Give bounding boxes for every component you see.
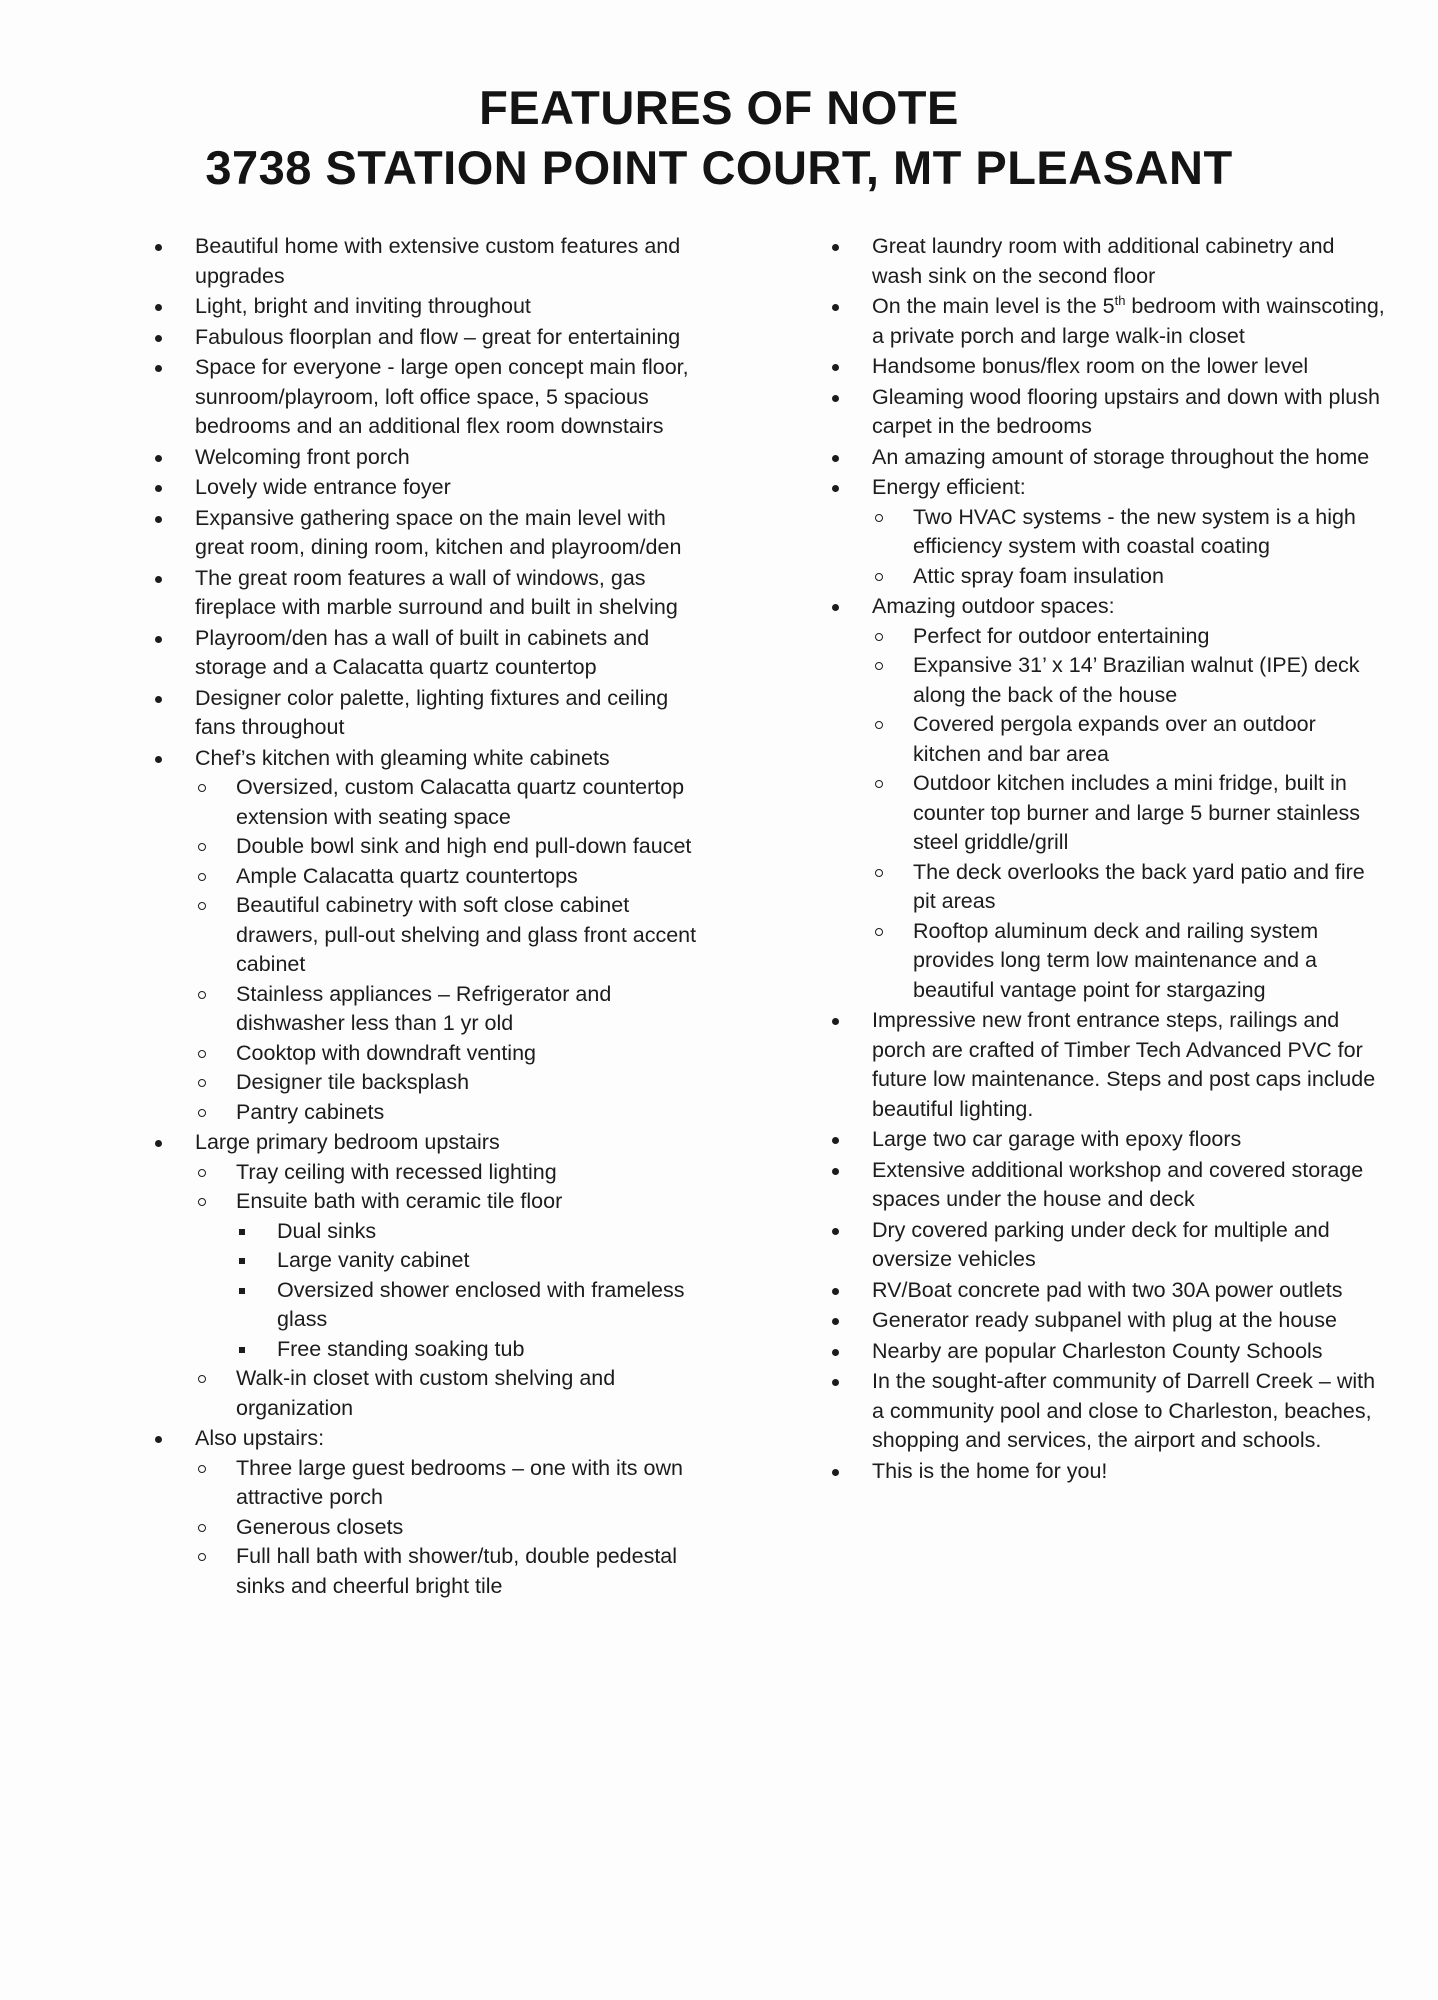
- list-item: [148, 473, 713, 503]
- bullet-circle-icon: [875, 721, 883, 729]
- sub-list-item: [872, 769, 1385, 858]
- bullet-circle-icon: [875, 573, 883, 581]
- bullet-dot-icon: [155, 696, 162, 703]
- sub-list-item-text: Cooktop with downdraft venting: [236, 1040, 536, 1065]
- bullet-dot-icon: [832, 1379, 839, 1386]
- list-item: [148, 232, 713, 291]
- bullet-dot-icon: [832, 364, 839, 371]
- sub-sub-list-item-text: Free standing soaking tub: [277, 1336, 525, 1361]
- list-item: [148, 504, 713, 563]
- bullet-circle-icon: [875, 780, 883, 788]
- sub-list-item-text: Three large guest bedrooms – one with its own attractive porch: [236, 1455, 683, 1509]
- bullet-circle-icon: [198, 1050, 206, 1058]
- list-item-text: Playroom/den has a wall of built in cabinets and storage and a Calacatta quartz countertop: [195, 625, 650, 679]
- list-item-text: Beautiful home with extensive custom features and upgrades: [195, 234, 681, 288]
- sub-sub-list-item-text: Oversized shower enclosed with frameless glass: [277, 1277, 685, 1331]
- list-item-outdoor: [825, 592, 1385, 1005]
- list-item: [825, 443, 1385, 473]
- bullet-circle-icon: [198, 902, 206, 910]
- list-item-text-post: bedroom with wainscoting, a private porch and large walk-in closet: [872, 294, 1385, 348]
- bullet-dot-icon: [155, 516, 162, 523]
- list-item-text: Light, bright and inviting throughout: [195, 294, 531, 318]
- list-item: [825, 1367, 1385, 1456]
- sub-list-item-text: Perfect for outdoor entertaining: [913, 623, 1210, 648]
- list-item-text: RV/Boat concrete pad with two 30A power outlets: [872, 1277, 1343, 1302]
- sub-list-item: [872, 710, 1385, 769]
- sub-list-item-text: Oversized, custom Calacatta quartz countertop extension with seating space: [236, 775, 685, 829]
- list-item: [825, 292, 1385, 351]
- bullet-square-icon: [239, 1347, 245, 1353]
- sub-list-item-text: Full hall bath with shower/tub, double pedestal sinks and cheerful bright tile: [236, 1544, 678, 1598]
- bullet-dot-icon: [155, 304, 162, 311]
- bullet-dot-icon: [832, 1318, 839, 1325]
- sub-list-item: [195, 1068, 713, 1098]
- list-item-text: Generator ready subpanel with plug at the house: [872, 1308, 1337, 1332]
- sub-list-item-text: Ensuite bath with ceramic tile floor: [236, 1189, 563, 1213]
- sub-list-item: [872, 562, 1385, 592]
- sub-list-item-text: Tray ceiling with recessed lighting: [236, 1159, 557, 1184]
- list-item: [148, 292, 713, 322]
- bullet-circle-icon: [198, 1524, 206, 1532]
- bullet-dot-icon: [155, 455, 162, 462]
- list-item: [825, 1156, 1385, 1215]
- sub-list-item: [872, 917, 1385, 1006]
- superscript-th: th: [1114, 292, 1126, 308]
- bullet-dot-icon: [832, 1288, 839, 1295]
- sub-sub-list-item: [236, 1335, 713, 1365]
- list-item-text: Fabulous floorplan and flow – great for entertaining: [195, 324, 681, 349]
- sub-list-item-text: Walk-in closet with custom shelving and organization: [236, 1366, 616, 1420]
- list-item-text: Handsome bonus/flex room on the lower level: [872, 354, 1309, 378]
- list-item-text: Impressive new front entrance steps, railings and porch are crafted of Timber Tech Advanced PVC for future low maintenance. Steps and post caps include beautiful lighting.: [872, 1008, 1376, 1121]
- list-item-text: An amazing amount of storage throughout the home: [872, 444, 1370, 469]
- sub-list-item: [195, 1039, 713, 1069]
- list-item: [148, 443, 713, 473]
- bullet-circle-icon: [198, 873, 206, 881]
- list-item-kitchen: [148, 744, 713, 1128]
- list-item: [148, 624, 713, 683]
- sub-sub-list-item: [236, 1217, 713, 1247]
- sub-list-item: [195, 1098, 713, 1128]
- bullet-dot-icon: [832, 395, 839, 402]
- bullet-dot-icon: [832, 455, 839, 462]
- bullet-square-icon: [239, 1288, 245, 1294]
- list-item-text: Also upstairs:: [195, 1426, 325, 1450]
- bullet-circle-icon: [198, 1553, 206, 1561]
- list-item-energy: [825, 473, 1385, 591]
- bullet-dot-icon: [155, 1436, 162, 1443]
- sub-list-item: [195, 980, 713, 1039]
- bullet-circle-icon: [198, 843, 206, 851]
- list-item-text: Extensive additional workshop and covered storage spaces under the house and deck: [872, 1157, 1364, 1211]
- list-item-text: Nearby are popular Charleston County Schools: [872, 1338, 1323, 1363]
- list-item-text: Large two car garage with epoxy floors: [872, 1127, 1242, 1151]
- bullet-dot-icon: [832, 604, 839, 611]
- sub-list-item-text: Attic spray foam insulation: [913, 563, 1164, 588]
- bullet-circle-icon: [198, 1169, 206, 1177]
- list-item: [825, 1276, 1385, 1306]
- list-item-text: The great room features a wall of windows, gas fireplace with marble surround and built in shelving: [195, 565, 678, 619]
- sub-sub-list-item: [236, 1246, 713, 1276]
- bullet-dot-icon: [832, 1469, 839, 1476]
- list-item-text: Chef’s kitchen with gleaming white cabinets: [195, 745, 610, 770]
- list-item-text: Dry covered parking under deck for multiple and oversize vehicles: [872, 1217, 1330, 1271]
- list-item-text: Large primary bedroom upstairs: [195, 1130, 500, 1154]
- bullet-dot-icon: [155, 1140, 162, 1147]
- sub-list-item-text: The deck overlooks the back yard patio and fire pit areas: [913, 859, 1365, 913]
- sub-list-item: [195, 1187, 713, 1364]
- sub-list-item-text: Double bowl sink and high end pull-down faucet: [236, 834, 692, 858]
- list-item-primary-bedroom: [148, 1128, 713, 1423]
- list-item: [825, 352, 1385, 382]
- list-item-text: Designer color palette, lighting fixtures and ceiling fans throughout: [195, 685, 669, 739]
- list-item: [825, 1457, 1385, 1487]
- list-item-upstairs: [148, 1424, 713, 1601]
- bullet-dot-icon: [832, 1228, 839, 1235]
- list-item-text: Great laundry room with additional cabinetry and wash sink on the second floor: [872, 234, 1335, 288]
- bullet-dot-icon: [155, 485, 162, 492]
- bullet-dot-icon: [832, 485, 839, 492]
- sub-list-item-text: Beautiful cabinetry with soft close cabinet drawers, pull-out shelving and glass front accent cabinet: [236, 893, 697, 976]
- sub-list-item: [195, 1454, 713, 1513]
- list-item-text: In the sought-after community of Darrell Creek – with a community pool and close to Charleston, beaches, shopping and services, the airport and schools.: [872, 1369, 1376, 1452]
- bullet-dot-icon: [155, 335, 162, 342]
- list-item: [148, 323, 713, 353]
- sub-list-item: [195, 832, 713, 862]
- left-column: [148, 232, 713, 1602]
- list-item-text: Amazing outdoor spaces:: [872, 594, 1115, 618]
- sub-list-item-text: Two HVAC systems - the new system is a high efficiency system with coastal coating: [913, 504, 1356, 558]
- sub-list-item: [195, 862, 713, 892]
- sub-list-item: [195, 891, 713, 980]
- sub-list-item: [195, 773, 713, 832]
- bullet-dot-icon: [155, 244, 162, 251]
- sub-list-item: [195, 1542, 713, 1601]
- list-item-text-pre: On the main level is the 5: [872, 294, 1115, 318]
- list-item-text: Gleaming wood flooring upstairs and down with plush carpet in the bedrooms: [872, 384, 1380, 438]
- list-item-text: Space for everyone - large open concept main floor, sunroom/playroom, loft office space, 5 spacious bedrooms and an additional flex room downstairs: [195, 355, 689, 438]
- sub-sub-list-item: [236, 1276, 713, 1335]
- sub-list-item: [195, 1513, 713, 1543]
- bullet-dot-icon: [155, 636, 162, 643]
- list-item: [825, 383, 1385, 442]
- sub-list-item-text: Stainless appliances – Refrigerator and dishwasher less than 1 yr old: [236, 981, 612, 1035]
- list-item: [825, 1306, 1385, 1336]
- bullet-circle-icon: [875, 662, 883, 670]
- title-line-2: 3738 STATION POINT COURT, MT PLEASANT: [205, 141, 1233, 194]
- bullet-circle-icon: [875, 633, 883, 641]
- sub-list-item-text: Generous closets: [236, 1514, 404, 1539]
- sub-list-item: [872, 651, 1385, 710]
- bullet-circle-icon: [198, 991, 206, 999]
- bullet-dot-icon: [832, 1168, 839, 1175]
- bullet-square-icon: [239, 1229, 245, 1235]
- sub-list-item-text: Rooftop aluminum deck and railing system provides long term low maintenance and a beautiful vantage point for stargazing: [913, 918, 1319, 1002]
- bullet-circle-icon: [198, 1375, 206, 1383]
- sub-list-item-text: Outdoor kitchen includes a mini fridge, built in counter top burner and large 5 burner stainless steel griddle/grill: [913, 771, 1360, 854]
- sub-sub-list-item-text: Large vanity cabinet: [277, 1248, 470, 1272]
- bullet-dot-icon: [832, 304, 839, 311]
- bullet-circle-icon: [198, 1109, 206, 1117]
- list-item: [825, 1006, 1385, 1124]
- list-item-text: Energy efficient:: [872, 475, 1026, 499]
- bullet-dot-icon: [155, 576, 162, 583]
- bullet-square-icon: [239, 1258, 245, 1264]
- bullet-dot-icon: [155, 365, 162, 372]
- sub-list-item-text: Designer tile backsplash: [236, 1070, 470, 1094]
- bullet-circle-icon: [875, 514, 883, 522]
- bullet-circle-icon: [198, 1079, 206, 1087]
- list-item: [825, 1216, 1385, 1275]
- sub-list-item: [195, 1158, 713, 1188]
- list-item: [148, 564, 713, 623]
- bullet-dot-icon: [832, 1018, 839, 1025]
- sub-list-item: [195, 1364, 713, 1423]
- list-item: [825, 1125, 1385, 1155]
- sub-list-item-text: Ample Calacatta quartz countertops: [236, 863, 578, 888]
- bullet-circle-icon: [875, 928, 883, 936]
- sub-list-item-text: Covered pergola expands over an outdoor kitchen and bar area: [913, 712, 1316, 766]
- sub-list-item-text: Pantry cabinets: [236, 1099, 385, 1124]
- bullet-circle-icon: [198, 784, 206, 792]
- bullet-dot-icon: [832, 244, 839, 251]
- bullet-circle-icon: [198, 1198, 206, 1206]
- sub-list-item-text: Expansive 31’ x 14’ Brazilian walnut (IPE) deck along the back of the house: [913, 653, 1360, 707]
- sub-list-item: [872, 858, 1385, 917]
- list-item-text: Expansive gathering space on the main level with great room, dining room, kitchen and playroom/den: [195, 505, 682, 559]
- bullet-circle-icon: [875, 869, 883, 877]
- right-column: [825, 232, 1385, 1487]
- list-item: [148, 684, 713, 743]
- sub-sub-list-item-text: Dual sinks: [277, 1218, 377, 1243]
- page-title: [0, 78, 1438, 198]
- sub-list-item: [872, 622, 1385, 652]
- list-item-text: Lovely wide entrance foyer: [195, 475, 451, 499]
- title-line-1: FEATURES OF NOTE: [479, 81, 959, 134]
- list-item: [825, 232, 1385, 291]
- bullet-circle-icon: [198, 1465, 206, 1473]
- list-item: [825, 1337, 1385, 1367]
- list-item-text: Welcoming front porch: [195, 444, 410, 469]
- bullet-dot-icon: [832, 1349, 839, 1356]
- bullet-dot-icon: [155, 756, 162, 763]
- list-item: [148, 353, 713, 442]
- sub-list-item: [872, 503, 1385, 562]
- bullet-dot-icon: [832, 1137, 839, 1144]
- list-item-text: This is the home for you!: [872, 1458, 1108, 1483]
